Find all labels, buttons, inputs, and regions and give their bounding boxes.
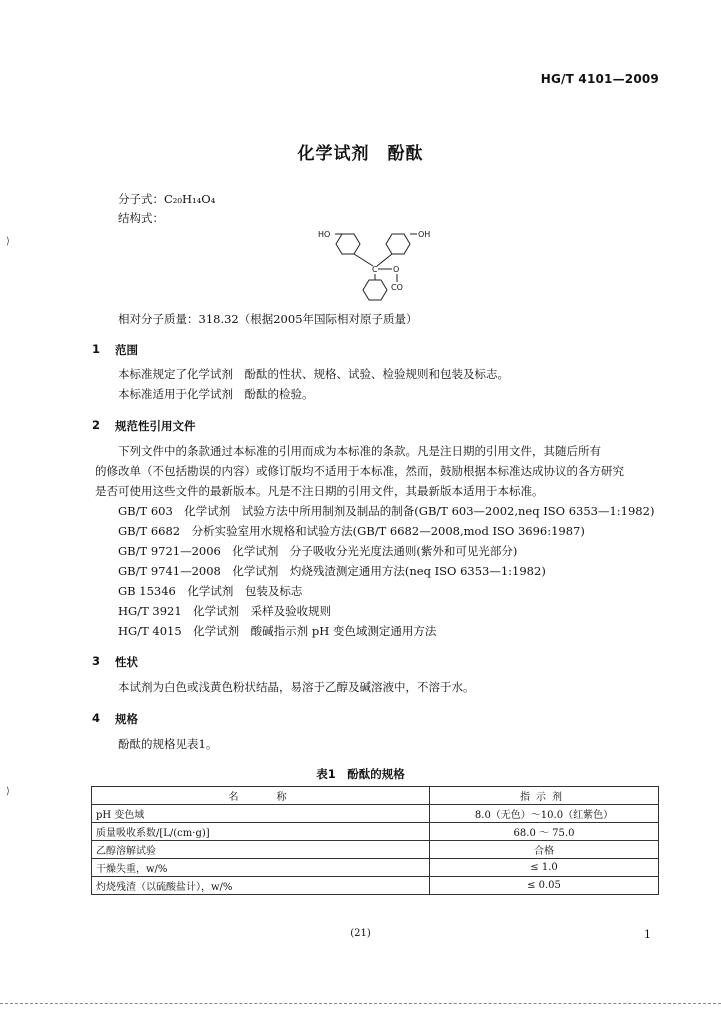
section-3-para-1: 本试剂为白色或浅黄色粉状结晶，易溶于乙醇及碱溶液中，不溶于水。 — [118, 680, 475, 694]
page-number-center: (21) — [350, 928, 371, 939]
table-cell-value: 8.0（无色）～10.0（红紫色） — [430, 805, 659, 823]
table-cell-name: 乙醇溶解试验 — [92, 841, 430, 859]
reference-item: HG/T 4015 化学试剂 酸碱指示剂 pH 变色域测定通用方法 — [118, 624, 437, 638]
oxygen-atom: O — [393, 265, 400, 274]
section-4-para-1: 酚酞的规格见表1。 — [118, 737, 218, 751]
table-header-row — [92, 787, 659, 805]
section-2-intro-line-2: 的修改单（不包括勘误的内容）或修订版均不适用于本标准，然而，鼓励根据本标准达成协议的各方研究 — [95, 464, 624, 478]
reference-item: GB/T 603 化学试剂 试验方法中所用制剂及制品的制备(GB/T 603—2002,neq ISO 6353—1:1982) — [118, 504, 655, 518]
section-1-title: 范围 — [115, 343, 138, 357]
table-header-name: 名 称 — [92, 787, 430, 805]
specification-table — [91, 786, 659, 895]
central-carbon: C — [372, 265, 378, 274]
molecular-mass: 相对分子质量：318.32（根据2005年国际相对原子质量） — [118, 312, 418, 326]
structure-label: 结构式： — [118, 211, 164, 225]
table-row — [92, 823, 659, 841]
margin-mark: ⟩ — [6, 786, 10, 797]
formula-label: 分子式：C₂₀H₁₄O₄ — [118, 192, 216, 206]
ho-group: HO — [318, 230, 331, 239]
table-row — [92, 877, 659, 895]
table-row — [92, 841, 659, 859]
table-row — [92, 805, 659, 823]
table-cell-name: 灼烧残渣（以硫酸盐计），w/% — [92, 877, 430, 895]
table-caption: 表1 酚酞的规格 — [316, 767, 405, 781]
section-2-intro-line-1: 下列文件中的条款通过本标准的引用而成为本标准的条款。凡是注日期的引用文件，其随后所有 — [118, 444, 601, 458]
table-row — [92, 859, 659, 877]
reference-item: GB/T 9721—2006 化学试剂 分子吸收分光光度法通则(紫外和可见光部分) — [118, 544, 518, 558]
reference-item: GB/T 9741—2008 化学试剂 灼烧残渣测定通用方法(neq ISO 6353—1:1982) — [118, 564, 546, 578]
section-2-intro-line-3: 是否可使用这些文件的最新版本。凡是不注日期的引用文件，其最新版本适用于本标准。 — [95, 484, 544, 498]
table-cell-name: 干燥失重，w/% — [92, 859, 430, 877]
oh-group: OH — [418, 230, 431, 239]
page-title: 化学试剂 酚酞 — [297, 144, 424, 164]
carbonyl-group: CO — [391, 283, 403, 292]
table-cell-value: 68.0 ～ 75.0 — [430, 823, 659, 841]
section-3-number: 3 — [92, 654, 101, 668]
table-cell-value: ≤ 0.05 — [430, 877, 659, 895]
page-number-right: 1 — [644, 928, 651, 941]
table-cell-value: ≤ 1.0 — [430, 859, 659, 877]
structural-formula — [300, 222, 450, 308]
table-cell-name: pH 变色域 — [92, 805, 430, 823]
section-3-title: 性状 — [115, 655, 138, 669]
margin-mark: ⟩ — [6, 236, 10, 247]
section-1-number: 1 — [92, 342, 101, 356]
reference-item: GB 15346 化学试剂 包装及标志 — [118, 584, 303, 598]
section-2-number: 2 — [92, 418, 101, 432]
section-1-para-1: 本标准规定了化学试剂 酚酞的性状、规格、试验、检验规则和包装及标志。 — [118, 367, 509, 381]
reference-item: GB/T 6682 分析实验室用水规格和试验方法(GB/T 6682—2008,mod ISO 3696:1987) — [118, 524, 585, 538]
scan-edge-line — [0, 1003, 721, 1004]
section-4-number: 4 — [92, 711, 101, 725]
reference-item: HG/T 3921 化学试剂 采样及验收规则 — [118, 604, 332, 618]
section-2-title: 规范性引用文件 — [115, 419, 196, 433]
table-cell-name: 质量吸收系数/[L/(cm·g)] — [92, 823, 430, 841]
standard-code: HG/T 4101—2009 — [540, 72, 659, 86]
section-1-para-2: 本标准适用于化学试剂 酚酞的检验。 — [118, 387, 314, 401]
table-cell-value: 合格 — [430, 841, 659, 859]
table-header-value: 指示剂 — [430, 787, 659, 805]
section-4-title: 规格 — [115, 712, 138, 726]
